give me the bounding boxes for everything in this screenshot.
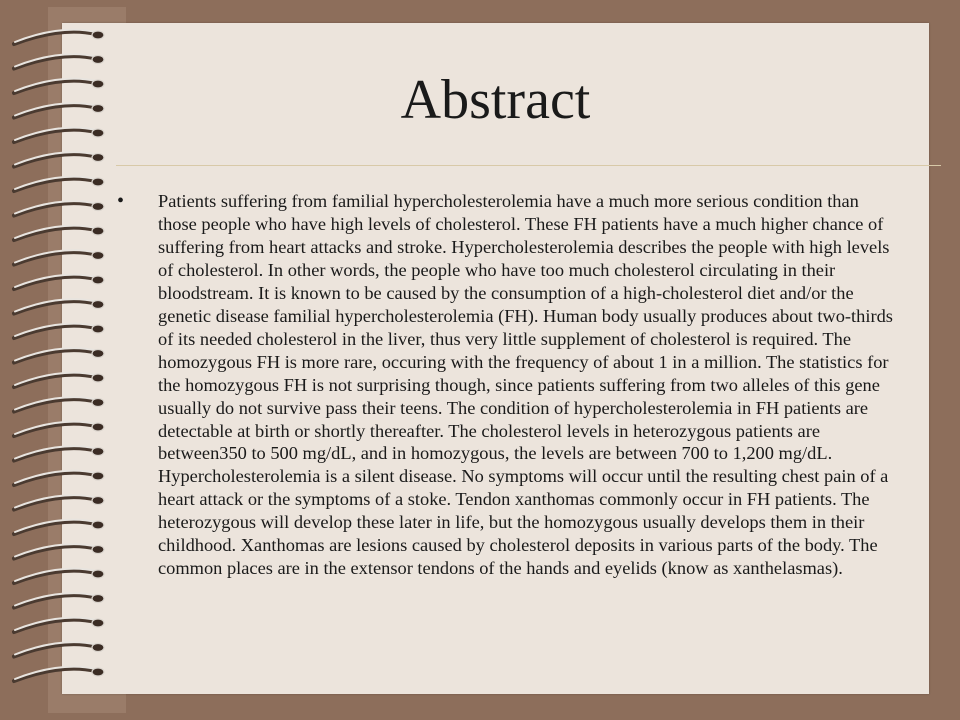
spiral-ring-icon [14,593,104,607]
spiral-ring-icon [14,642,104,656]
spiral-ring-icon [14,373,104,387]
title-divider [116,165,941,166]
spiral-ring-icon [14,348,104,362]
spiral-ring-icon [14,250,104,264]
spiral-ring-icon [14,152,104,166]
spiral-ring-icon [14,667,104,681]
spiral-ring-icon [14,495,104,509]
spiral-ring-icon [14,275,104,289]
spiral-ring-icon [14,422,104,436]
spiral-ring-icon [14,471,104,485]
spiral-ring-icon [14,324,104,338]
spiral-ring-icon [14,54,104,68]
spiral-ring-icon [14,226,104,240]
slide-title: Abstract [400,69,591,131]
spiral-ring-icon [14,177,104,191]
spiral-ring-icon [14,30,104,44]
spiral-ring-icon [14,569,104,583]
spiral-ring-icon [14,299,104,313]
spiral-ring-icon [14,520,104,534]
abstract-paragraph: Patients suffering from familial hypercholesterolemia have a much more serious condition than those people who have high levels of cholesterol. These FH patients have a much higher chance of suffering from heart attacks and stroke. Hypercholesterolemia describes the people with high levels of cholesterol. In other words, the people who have too much cholesterol circulating in their bloodstream. It is known to be caused by the consumption of a high-cholesterol diet and/or the genetic disease familial hypercholesterolemia (FH). Human body usually produces about two-thirds of its needed cholesterol in the liver, thus very little supplement of cholesterol is required. The homozygous FH is more rare, occuring with the frequency of about 1 in a million. The statistics for the homozygous FH is not surprising though, since patients suffering from two alleles of this gene usually do not survive pass their teens. The condition of hypercholesterolemia in FH patients are detectable at birth or shortly thereafter. The cholesterol levels in heterozygous patients are between350 to 500 mg/dL, and in homozygous, the levels are between 700 to 1,200 mg/dL. Hypercholesterolemia is a silent disease. No symptoms will occur until the resulting chest pain of a heart attack or the symptoms of a stoke. Tendon xanthomas commonly occur in FH patients. The heterozygous will develop these later in life, but the homozygous usually develops them in their childhood. Xanthomas are lesions caused by cholesterol deposits in various parts of the body. The common places are in the extensor tendons of the hands and eyelids (know as xanthelasmas). [158,191,893,579]
spiral-ring-icon [14,128,104,142]
spiral-ring-icon [14,544,104,558]
spiral-ring-icon [14,397,104,411]
spiral-ring-icon [14,201,104,215]
spiral-ring-icon [14,446,104,460]
bullet-marker: • [117,190,125,212]
spiral-ring-icon [14,618,104,632]
